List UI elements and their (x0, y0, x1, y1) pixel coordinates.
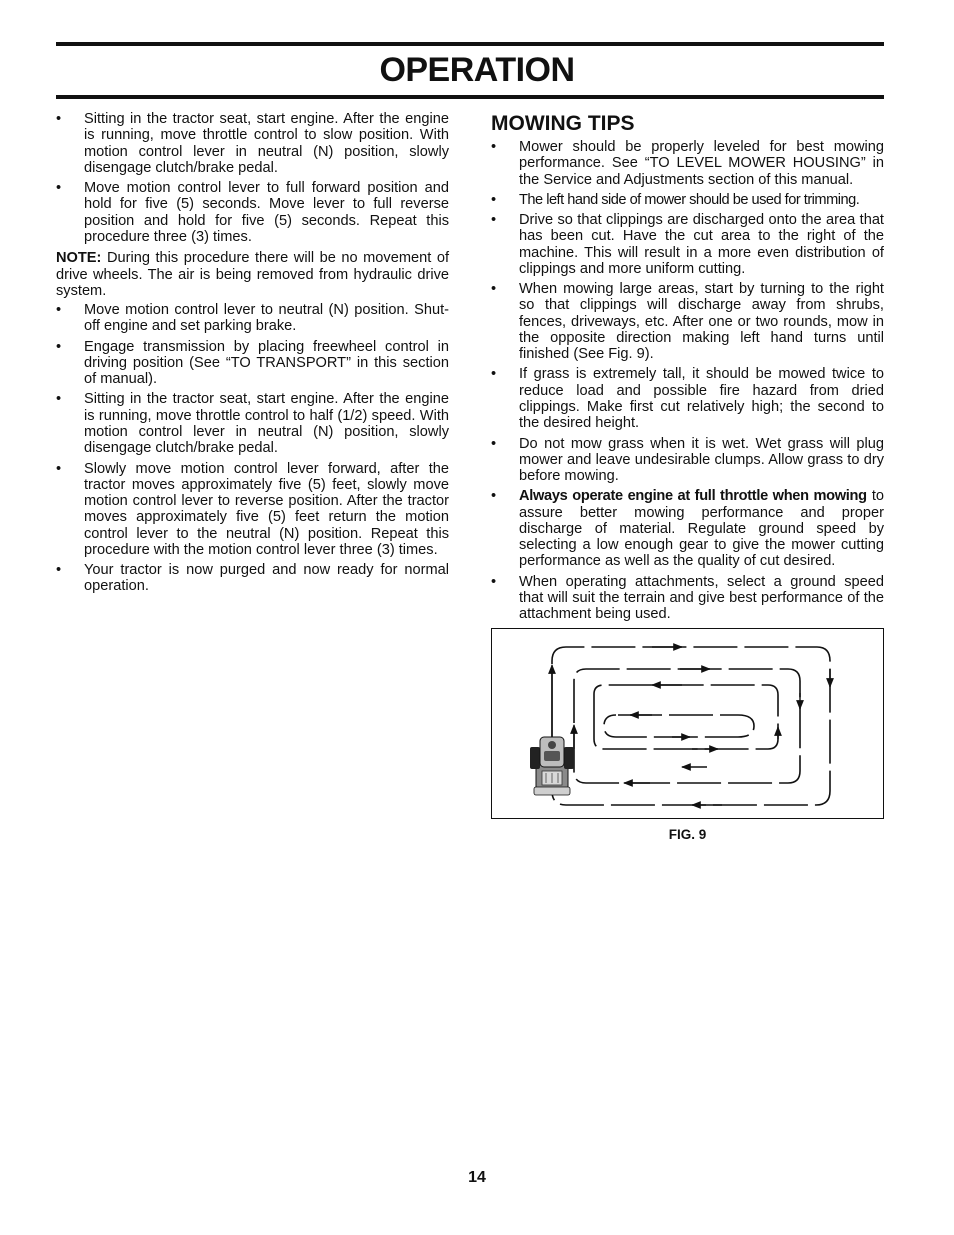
mowing-tips-heading: MOWING TIPS (491, 112, 635, 135)
figure-caption: FIG. 9 (668, 827, 707, 842)
list-item (491, 488, 884, 569)
list-item: • Do not mow grass when it is wet. Wet grass will plug mower and leave undesirable clumps. Allow grass to dry before mowing. (491, 436, 884, 485)
mowing-pattern-diagram (492, 629, 883, 818)
note-text: During this procedure there will be no movement of drive wheels. The air is being removed from hydraulic drive system. (56, 250, 449, 299)
purge-steps-list-b (56, 302, 449, 595)
bold-tip-rest: to assure better mowing performance and proper discharge of material. Regulate ground speed by selecting a low enough gear to give the mower cutting performance as well as the quality of cut desired. (519, 488, 884, 570)
list-item: • If grass is extremely tall, it should be mowed twice to reduce load and possible fire hazard from dried clippings. Make first cut relatively high; the second to the desired height. (491, 366, 884, 431)
list-item: • Sitting in the tractor seat, start engine. After the engine is running, move throttle control to slow position. With motion control lever in neutral (N) position, slowly disengage clutch/brake pedal. (56, 111, 449, 176)
list-item: • Move motion control lever to neutral (N) position. Shut-off engine and set parking brake. (56, 302, 449, 335)
list-item: • Your tractor is now purged and now ready for normal operation. (56, 562, 449, 595)
list-item: • Move motion control lever to full forward position and hold for five (5) seconds. Move lever to full reverse position and hold for five (5) seconds. Repeat this procedure three (3) times. (56, 180, 449, 245)
page-number: 14 (468, 1169, 486, 1186)
bold-tip-text: Always operate engine at full throttle when mowing (519, 488, 867, 505)
list-item: • Sitting in the tractor seat, start engine. After the engine is running, move throttle control to half (1/2) speed. With motion control lever in neutral (N) position, slowly disengage clutch/brake pedal. (56, 391, 449, 456)
note-label: NOTE: (56, 250, 102, 267)
list-item: • The left hand side of mower should be used for trimming. (491, 192, 884, 208)
purge-steps-list-a (56, 111, 449, 245)
list-item: • Mower should be properly leveled for best mowing performance. See “TO LEVEL MOWER HOUSING” in the Service and Adjustments section of this manual. (491, 139, 884, 188)
left-column (56, 111, 449, 599)
page-title: OPERATION (379, 51, 575, 89)
tractor-icon (530, 737, 574, 795)
list-item: • When mowing large areas, start by turning to the right so that clippings will discharge away from shrubs, fences, driveways, etc. After one or two rounds, mow in the opposite direction making left hand turns until finished (See Fig. 9). (491, 281, 884, 362)
figure-box (491, 628, 884, 819)
list-item: • Slowly move motion control lever forward, after the tractor moves approximately five (5) feet, slowly move motion control lever to reverse position. After the tractor moves approximately five (5) feet return the motion control lever to the neutral (N) position. Repeat this procedure with the motion control lever three (3) times. (56, 461, 449, 559)
header-rule-bottom (56, 95, 884, 99)
right-column (491, 112, 884, 626)
list-item: • Drive so that clippings are discharged onto the area that has been cut. Have the cut area to the right of the machine. This will result in a more even distribution of clippings and more uniform cutting. (491, 212, 884, 277)
list-item: • When operating attachments, select a ground speed that will suit the terrain and give best performance of the attachment being used. (491, 574, 884, 623)
mowing-tips-list (491, 139, 884, 623)
list-item: • Engage transmission by placing freewheel control in driving position (See “TO TRANSPORT” in this section of manual). (56, 339, 449, 388)
note-paragraph (56, 250, 449, 299)
